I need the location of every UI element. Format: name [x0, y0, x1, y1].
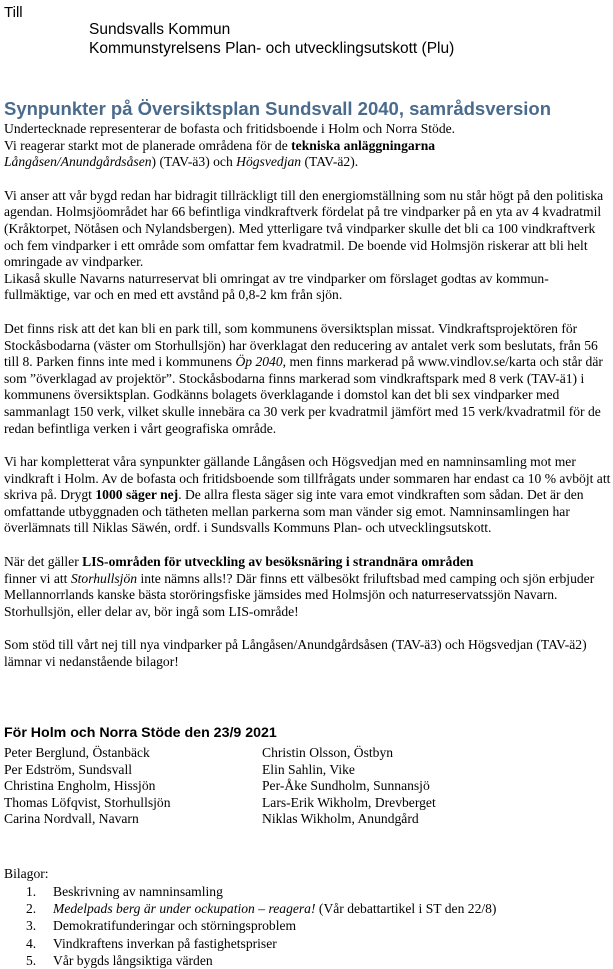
paragraph-energy: Vi anser att vår bygd redan har bidragit tillräckligt till den energiomställning som nu står högt på den politiska agendan. Holmsjöområdet har 66 befintliga vindkraftverk fördelat på tre vindparker på en yta av 4 kvadratmil (Kråktorpet, Nötåsen och Nylandsbergen). Med ytterligare två vindparker skulle det bli ca 100 vindkraftverk och fem vindparker i ett område som omfattar fem kvadratmil. De boende vid Holmsjön riskerar att bli helt omringade av vindparker. Likaså skulle Navarns naturreservat bli omringat av tre vindparker om förslaget godtas av kommun-fullmäktige, var och en med ett avstånd på 0,8-2 km från sjön.	[4, 187, 604, 303]
list-item: 2. Medelpads berg är under ockupation – reagera! (Vår debattartikel i ST den 22/8)	[26, 901, 497, 917]
intro-italic-place-1: Långåsen/Anundgårdsåsen	[4, 154, 152, 170]
list-item: 3. Demokratifunderingar och störningsproblem	[26, 918, 297, 934]
signatures-left-column	[4, 745, 171, 828]
intro-line-1: Undertecknade representerar de bofasta och fritidsboende i Holm och Norra Stöde.	[4, 121, 456, 136]
to-label: Till	[4, 4, 23, 21]
intro-italic-place-2: Högsvedjan	[236, 154, 302, 170]
attachments-list	[26, 883, 496, 969]
list-item: 5. Vår bygds långsiktiga värden	[26, 952, 213, 968]
signatory: Peter Berglund, Östanbäck	[4, 745, 150, 760]
intro-paragraph: Undertecknade representerar de bofasta och fritidsboende i Holm och Norra Stöde. Vi reagerar starkt mot de planerade områdena för de tekniska anläggningarna Långåsen/Anundgårdsåsen) (TAV-ä3) och Högsvedjan (TAV-ä2).	[4, 121, 456, 170]
signatory: Elin Sahlin, Vike	[262, 761, 355, 777]
document-title: Synpunkter på Översiktsplan Sundsvall 2040, samrådsversion	[4, 98, 552, 119]
signatory: Per-Åke Sundholm, Sunnansjö	[262, 778, 430, 794]
list-item: 4. Vindkraftens inverkan på fastighetspriser	[26, 935, 277, 951]
document-body	[4, 121, 612, 671]
signatures-heading: För Holm och Norra Stöde den 23/9 2021	[4, 725, 277, 741]
signatory: Niklas Wikholm, Anundgård	[262, 811, 419, 827]
signatory: Christina Engholm, Hissjön	[4, 778, 156, 794]
signatory: Per Edström, Sundsvall	[4, 761, 133, 777]
intro-line-2: Vi reagerar starkt mot de planerade områdena för de	[4, 137, 292, 153]
signatures-right-column	[262, 745, 436, 828]
recipient-line-1: Sundsvalls Kommun	[89, 21, 231, 38]
signatory: Lars-Erik Wikholm, Drevberget	[262, 794, 436, 810]
list-item: 1. Beskrivning av namninsamling	[26, 884, 223, 899]
paragraph-stockasbodarna: Det finns risk att det kan bli en park till, som kommunens översiktsplan missat. Vindkraftsprojektören för Stockåsbodarna (väster om Storhullsjön) har överklagat den reducering av antalet verk som beslutats, från 56 till 8. Parken finns inte med i kommunens Öp 2040, men finns markerad på www.vindlov.se/karta och står där som ”överklagad av projektör”. Stockåsbodarna finns markerad som vindkraftspark med 8 verk (TAV-ä1) i kommunens översiktsplan. Godkänns bolagets överklagande i domstol kan det bli sex vindparker med sammanlagt 150 verk, vilket skulle innebära ca 30 verk per kvadratmil jämfört med 15 verk/kvadratmil för de redan befintliga verken i vårt geografiska område.	[4, 320, 603, 436]
signatory: Thomas Löfqvist, Storhullsjön	[4, 794, 171, 810]
attachments-label: Bilagor:	[4, 866, 49, 881]
recipient-line-2: Kommunstyrelsens Plan- och utvecklingsutskott (Plu)	[89, 40, 455, 57]
signatory: Carina Nordvall, Navarn	[4, 811, 139, 827]
paragraph-petition: Vi har kompletterat våra synpunkter gällande Långåsen och Högsvedjan med en namninsamling mot mer vindkraft i Holm. Av de bofasta och fritidsboende som tillfrågats under sommaren har endast ca 10 % avböjt att skriva på. Drygt 1000 säger nej. De allra flesta säger sig inte vara emot vindkraften som sådan. Det är den omfattande utbyggnaden och tätheten mellan parkerna som man vänder sig emot. Namninsamlingen har överlämnats till Niklas Säwén, ordf. i Sundsvalls Kommuns Plan- och utvecklingsutskott.	[4, 454, 611, 536]
signatory: Christin Olsson, Östbyn	[262, 745, 394, 760]
intro-bold-phrase: tekniska anläggningarna	[291, 137, 436, 153]
paragraph-lis: När det gäller LIS-områden för utveckling av besöksnäring i strandnära områden finner vi att Storhullsjön inte nämns alls!? Där finns ett välbesökt friluftsbad med camping och sjön erbjuder Mellannorrlands kanske bästa storöringsfiske jämsides med Holmsjön och naturreservatssjön Navarn. Storhullsjön, eller delar av, bör ingå som LIS-område!	[4, 554, 595, 619]
paragraph-support: Som stöd till vårt nej till nya vindparker på Långåsen/Anundgårdsåsen (TAV-ä3) och Högsvedjan (TAV-ä2) lämnar vi nedanstående bilagor!	[4, 637, 587, 670]
